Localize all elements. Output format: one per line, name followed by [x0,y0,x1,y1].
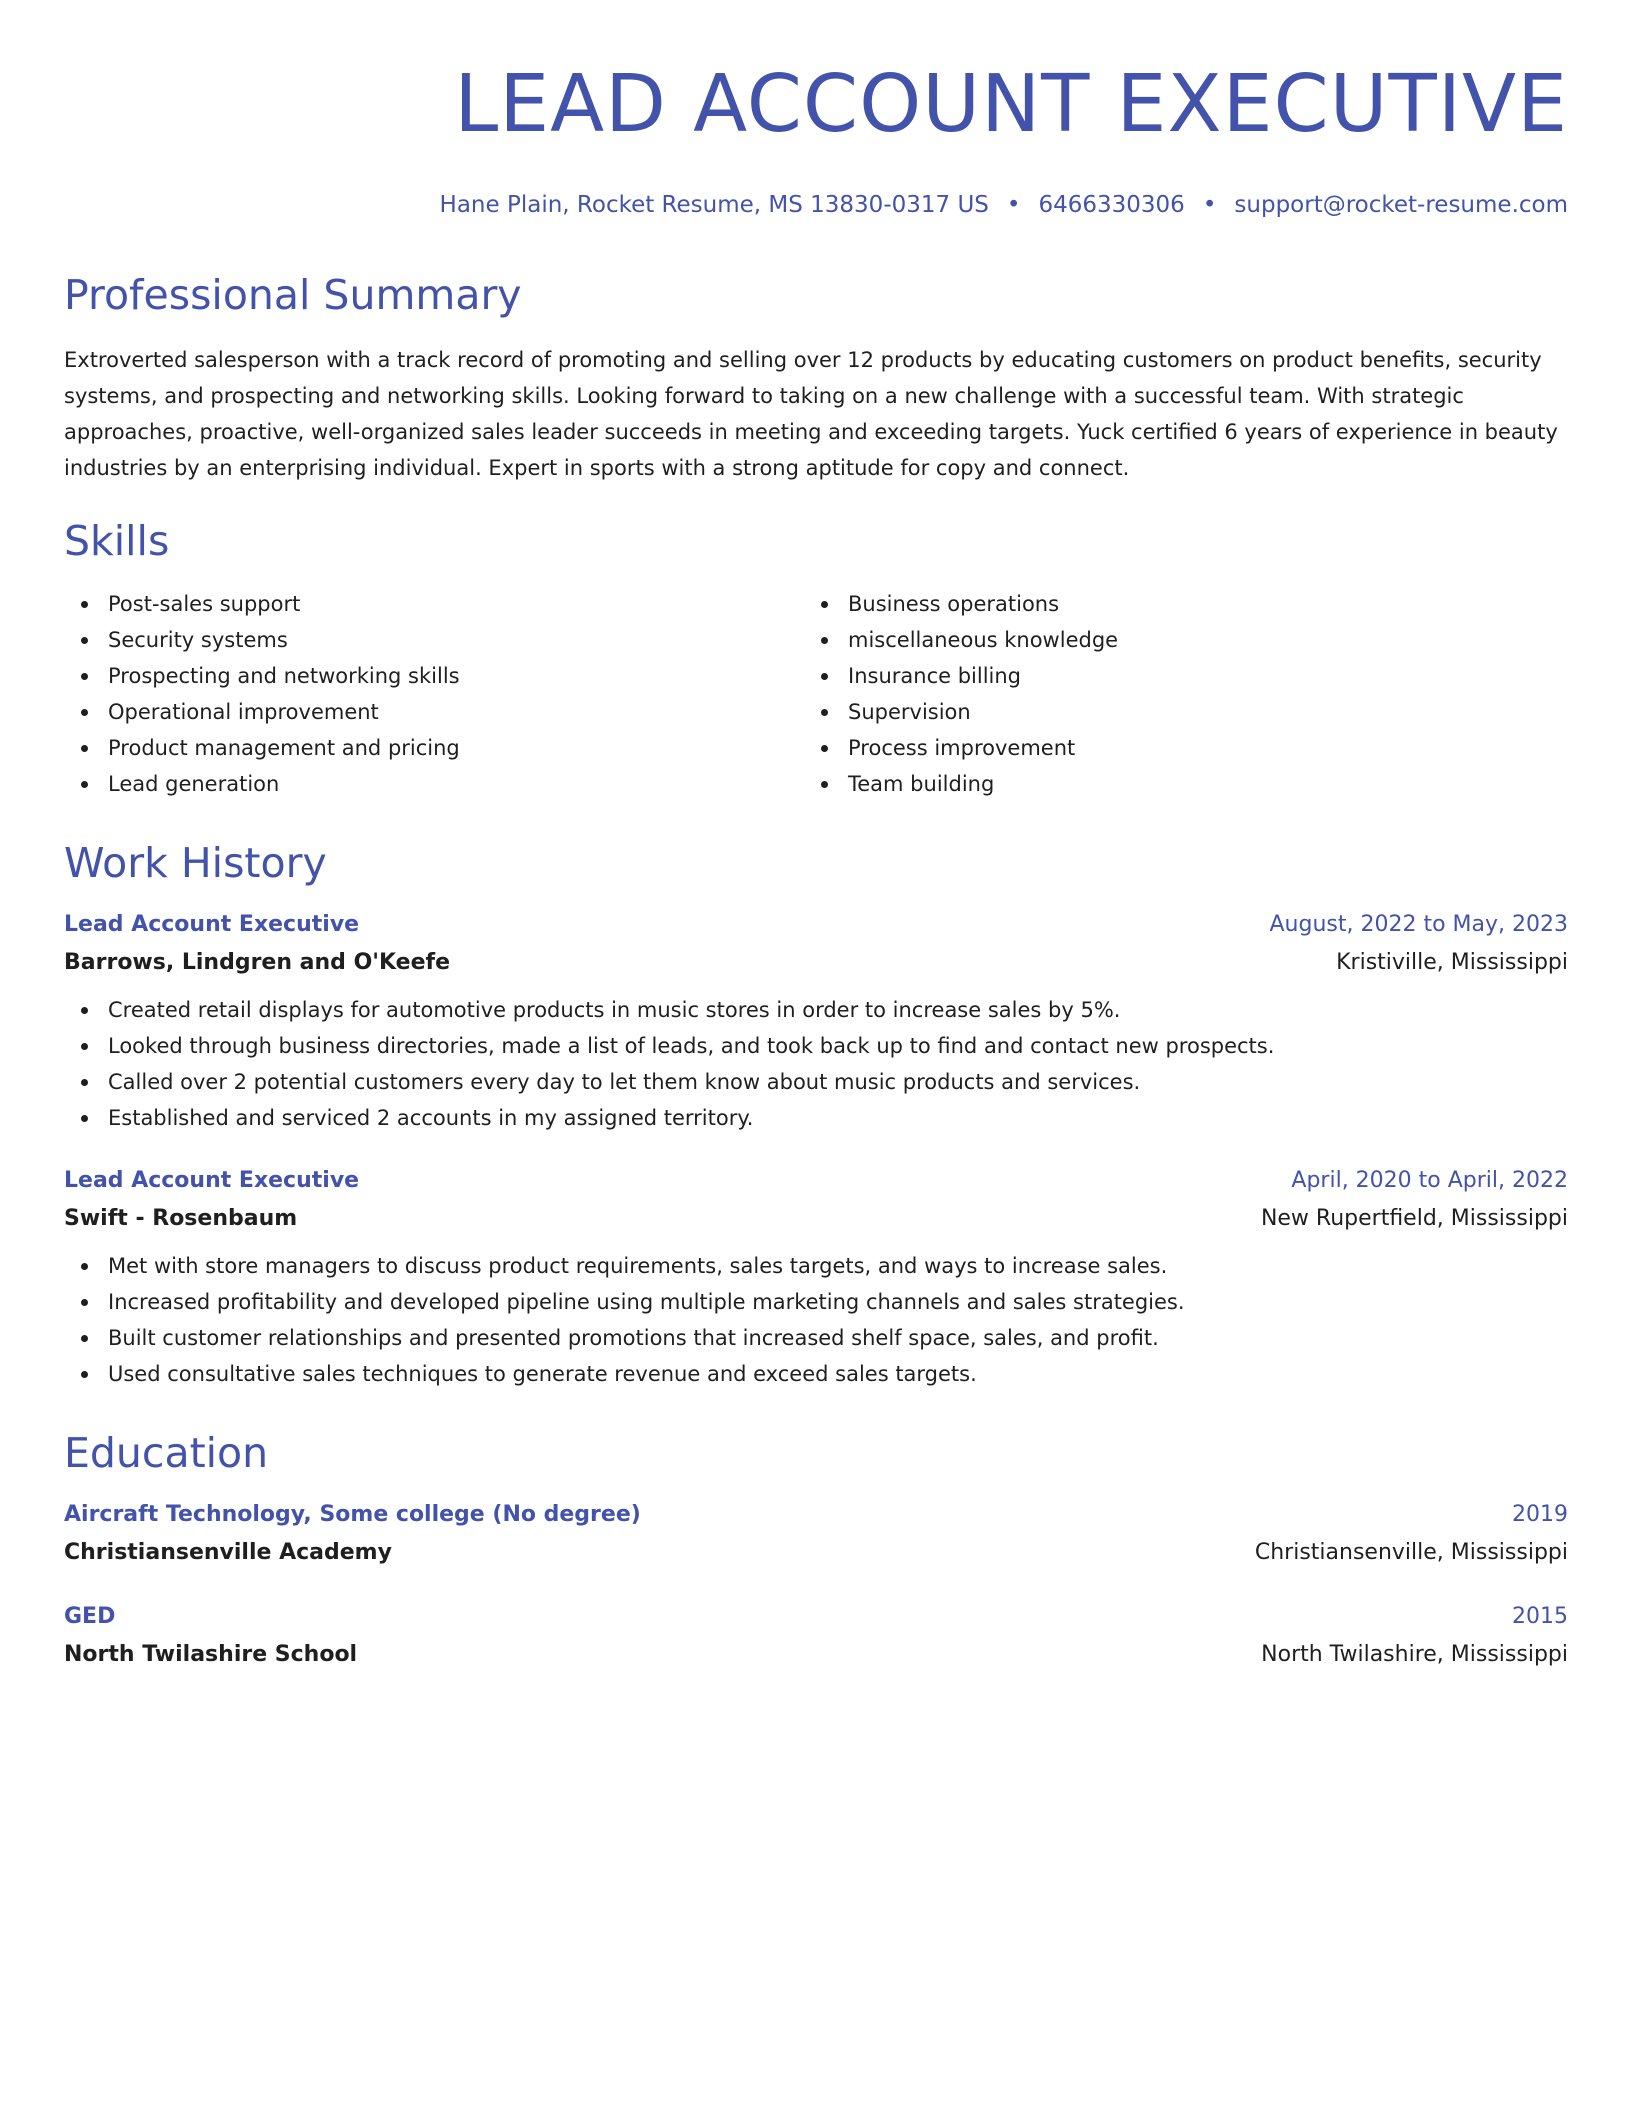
job-bullet: Built customer relationships and presented promotions that increased shelf space, sales, and profit. [64,1320,1568,1356]
skill-item: Post-sales support [64,586,804,622]
summary-text: Extroverted salesperson with a track record of promoting and selling over 12 products by educating customers on product benefits, security systems, and prospecting and networking skills. Looking forward to taking on a new challenge with a successful team. With strategic approaches, proactive, well-organized sales leader succeeds in meeting and exceeding targets. Yuck certified 6 years of experience in beauty industries by an enterprising individual. Expert in sports with a strong aptitude for copy and connect. [64,348,1558,480]
job-company-row [64,948,1568,978]
contact-separator: • [1006,192,1021,218]
skill-item: miscellaneous knowledge [804,622,1564,658]
education-degree-row [64,1500,1568,1530]
education-degree: GED [64,1604,116,1629]
resume-title: LEAD ACCOUNT EXECUTIVE [454,58,1568,150]
job-bullet: Called over 2 potential customers every day to let them know about music products and services. [64,1064,1568,1100]
education-year: 2015 [1512,1604,1568,1629]
education-school: North Twilashire School [64,1642,358,1667]
skills-heading: Skills [64,517,170,565]
education-entry [64,1500,1568,1568]
job-bullet-list [64,1248,1568,1392]
job-role: Lead Account Executive [64,1168,360,1193]
job-company-row [64,1204,1568,1234]
job-entry [64,910,1568,1136]
skills-grid [64,586,1568,802]
skills-list-right [804,586,1564,802]
skill-item: Process improvement [804,730,1564,766]
job-role-row [64,910,1568,940]
education-location: Christiansenville, Mississippi [1254,1540,1568,1565]
contact-separator: • [1202,192,1217,218]
skill-item: Operational improvement [64,694,804,730]
job-location: New Rupertfield, Mississippi [1260,1206,1568,1231]
summary-heading: Professional Summary [64,271,522,319]
job-dates: April, 2020 to April, 2022 [1291,1168,1568,1193]
contact-phone: 6466330306 [1038,192,1185,218]
job-dates: August, 2022 to May, 2023 [1269,912,1568,937]
job-bullet: Used consultative sales techniques to generate revenue and exceed sales targets. [64,1356,1568,1392]
job-bullet-list [64,992,1568,1136]
education-school: Christiansenville Academy [64,1540,392,1565]
job-bullet: Created retail displays for automotive products in music stores in order to increase sales by 5%. [64,992,1568,1028]
education-school-row [64,1640,1568,1670]
job-bullet: Looked through business directories, made a list of leads, and took back up to find and contact new prospects. [64,1028,1568,1064]
education-degree: Aircraft Technology, Some college (No degree) [64,1502,641,1527]
job-bullet: Met with store managers to discuss product requirements, sales targets, and ways to increase sales. [64,1248,1568,1284]
job-role-row [64,1166,1568,1196]
contact-line [64,190,1568,220]
job-bullet: Increased profitability and developed pipeline using multiple marketing channels and sales strategies. [64,1284,1568,1320]
education-school-row [64,1538,1568,1568]
job-location: Kristiville, Mississippi [1336,950,1568,975]
skill-item: Business operations [804,586,1564,622]
education-heading: Education [64,1429,269,1477]
skill-item: Insurance billing [804,658,1564,694]
contact-email: support@rocket-resume.com [1234,192,1568,218]
skill-item: Lead generation [64,766,804,802]
skills-list-left [64,586,804,802]
job-bullet: Established and serviced 2 accounts in my assigned territory. [64,1100,1568,1136]
job-company: Swift - Rosenbaum [64,1206,298,1231]
skill-item: Security systems [64,622,804,658]
job-role: Lead Account Executive [64,912,360,937]
skill-item: Supervision [804,694,1564,730]
education-degree-row [64,1602,1568,1632]
work-history-heading: Work History [64,839,327,887]
contact-address: Hane Plain, Rocket Resume, MS 13830-0317 US [439,192,989,218]
education-year: 2019 [1512,1502,1568,1527]
skill-item: Product management and pricing [64,730,804,766]
skill-item: Prospecting and networking skills [64,658,804,694]
job-entry [64,1166,1568,1392]
education-location: North Twilashire, Mississippi [1261,1642,1568,1667]
job-company: Barrows, Lindgren and O'Keefe [64,950,451,975]
education-entry [64,1602,1568,1670]
skill-item: Team building [804,766,1564,802]
